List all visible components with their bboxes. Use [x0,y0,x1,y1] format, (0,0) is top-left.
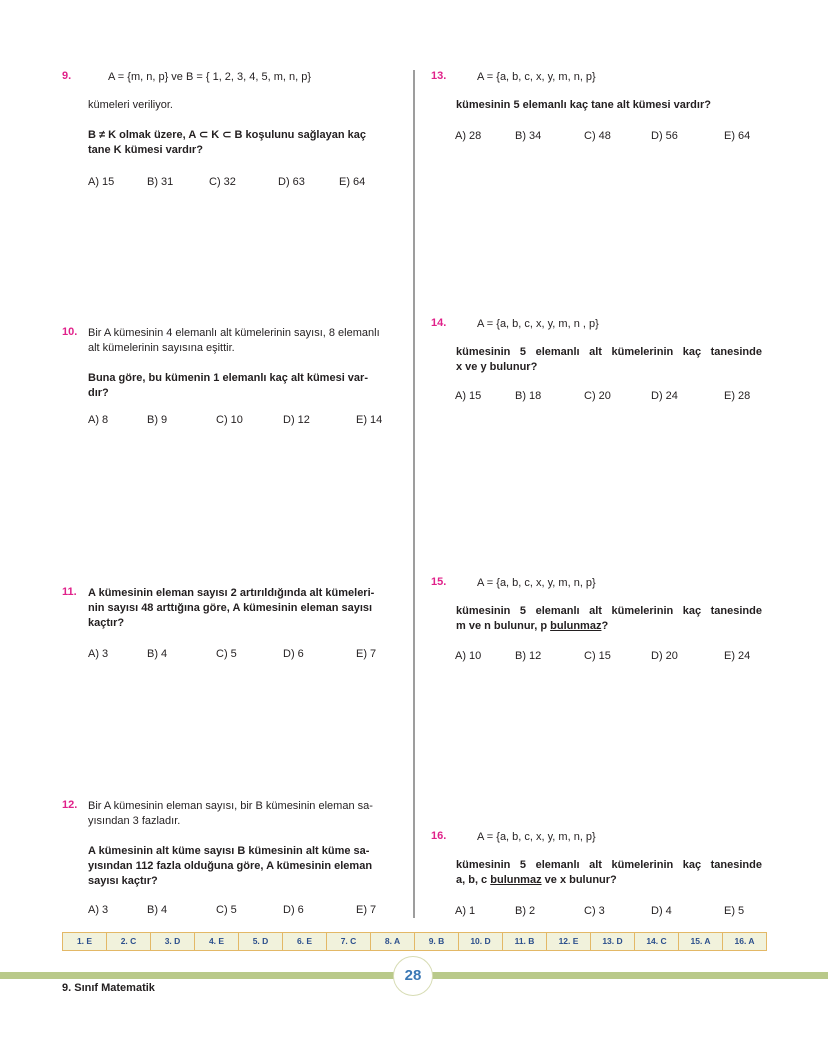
answer-cell: 15. A [679,933,723,950]
prompt-text: m ve n bulunur, p [456,620,551,632]
answer-cell: 3. D [151,933,195,950]
question-number: 12. [62,799,78,811]
page-number: 28 [393,956,433,996]
option-a[interactable]: A) 8 [88,414,109,426]
option-a[interactable]: A) 10 [455,650,482,662]
question-16 [431,830,763,920]
question-12 [62,799,394,919]
option-b[interactable]: B) 18 [515,390,542,402]
answer-cell: 5. D [239,933,283,950]
question-prompt [456,873,617,887]
option-a[interactable]: A) 1 [455,905,476,917]
question-prompt: nin sayısı 48 arttığına göre, A kümesinin eleman sayısı [88,602,373,614]
set-definition: A = {a, b, c, x, y, m, n, p} [477,71,596,83]
option-c[interactable]: C) 10 [216,414,243,426]
question-text: Bir A kümesinin eleman sayısı, bir B kümesinin eleman sa- [88,800,373,812]
answer-cell: 4. E [195,933,239,950]
option-e[interactable]: E) 7 [356,904,377,916]
question-prompt: tane K kümesi vardır? [88,144,203,156]
answer-key [62,932,767,951]
question-prompt [456,619,608,633]
question-15 [431,576,763,666]
question-9 [62,70,394,200]
set-definition: A = {a, b, c, x, y, m, n, p} [477,577,596,589]
column-divider [413,70,415,918]
option-b[interactable]: B) 4 [147,648,168,660]
option-d[interactable]: D) 56 [651,130,678,142]
question-number: 14. [431,317,447,329]
question-number: 13. [431,70,447,82]
answer-cell: 11. B [503,933,547,950]
question-number: 11. [62,586,77,598]
question-prompt: kümesinin 5 elemanlı alt kümelerinin kaç tanesinde [456,346,762,358]
question-number: 15. [431,576,447,588]
question-text: alt kümelerinin sayısına eşittir. [88,342,235,354]
option-d[interactable]: D) 24 [651,390,678,402]
option-a[interactable]: A) 15 [455,390,482,402]
question-prompt: sayısı kaçtır? [88,875,158,887]
option-c[interactable]: C) 32 [209,176,236,188]
prompt-text: ve x bulunur? [541,874,617,886]
question-number: 16. [431,830,447,842]
set-definition: A = {m, n, p} ve B = { 1, 2, 3, 4, 5, m, n, p} [108,71,312,83]
question-text: kümeleri veriliyor. [88,99,173,111]
option-e[interactable]: E) 64 [724,130,751,142]
option-e[interactable]: E) 7 [356,648,377,660]
footer-title: 9. Sınıf Matematik [62,982,155,994]
option-e[interactable]: E) 64 [339,176,366,188]
option-c[interactable]: C) 20 [584,390,611,402]
option-a[interactable]: A) 15 [88,176,115,188]
question-text: Bir A kümesinin 4 elemanlı alt kümelerinin sayısı, 8 elemanlı [88,327,380,339]
prompt-text: ? [601,620,609,632]
answer-cell: 13. D [591,933,635,950]
answer-cell: 14. C [635,933,679,950]
answer-cell: 8. A [371,933,415,950]
answer-cell: 1. E [63,933,107,950]
option-b[interactable]: B) 12 [515,650,542,662]
option-d[interactable]: D) 6 [283,904,304,916]
question-prompt: A kümesinin eleman sayısı 2 artırıldığında alt kümeleri- [88,587,375,599]
question-10 [62,326,394,436]
question-number: 9. [62,70,72,82]
question-prompt: kümesinin 5 elemanlı alt kümelerinin kaç tanesinde [456,605,762,617]
option-a[interactable]: A) 28 [455,130,482,142]
option-e[interactable]: E) 24 [724,650,751,662]
option-d[interactable]: D) 4 [651,905,672,917]
option-b[interactable]: B) 4 [147,904,168,916]
set-definition: A = {a, b, c, x, y, m, n, p} [477,831,596,843]
option-e[interactable]: E) 28 [724,390,751,402]
option-c[interactable]: C) 3 [584,905,605,917]
question-14 [431,317,763,407]
answer-cell: 16. A [734,936,755,946]
question-text: yısından 3 fazladır. [88,815,181,827]
answer-cell: 7. C [327,933,371,950]
prompt-text: a, b, c [456,874,491,886]
question-prompt: x ve y bulunur? [456,361,538,373]
question-prompt: dır? [88,387,109,399]
underlined-word: bulunmaz [550,620,602,632]
question-prompt: A kümesinin alt küme sayısı B kümesinin alt küme sa- [88,845,370,857]
option-d[interactable]: D) 20 [651,650,678,662]
question-prompt: Buna göre, bu kümenin 1 elemanlı kaç alt kümesi var- [88,372,368,384]
option-b[interactable]: B) 2 [515,905,536,917]
option-e[interactable]: E) 5 [724,905,745,917]
option-a[interactable]: A) 3 [88,904,109,916]
answer-cell: 12. E [547,933,591,950]
option-d[interactable]: D) 6 [283,648,304,660]
answer-cell: 9. B [415,933,459,950]
question-prompt: yısından 112 fazla olduğuna göre, A kümesinin eleman [88,860,373,872]
answer-cell: 10. D [459,933,503,950]
option-b[interactable]: B) 31 [147,176,174,188]
option-d[interactable]: D) 63 [278,176,305,188]
option-c[interactable]: C) 15 [584,650,611,662]
option-c[interactable]: C) 5 [216,904,237,916]
option-e[interactable]: E) 14 [356,414,383,426]
set-definition: A = {a, b, c, x, y, m, n , p} [477,318,599,330]
question-prompt: kümesinin 5 elemanlı alt kümelerinin kaç tanesinde [456,859,762,871]
answer-cell: 2. C [107,933,151,950]
option-c[interactable]: C) 48 [584,130,611,142]
option-b[interactable]: B) 9 [147,414,168,426]
question-prompt: B ≠ K olmak üzere, A ⊂ K ⊂ B koşulunu sağlayan kaç [88,129,366,141]
answer-cell: 6. E [283,933,327,950]
question-number: 10. [62,326,78,338]
option-a[interactable]: A) 3 [88,648,109,660]
option-b[interactable]: B) 34 [515,130,542,142]
underlined-word: bulunmaz [490,874,542,886]
question-prompt: kaçtır? [88,617,125,629]
question-13 [431,70,763,150]
option-c[interactable]: C) 5 [216,648,237,660]
option-d[interactable]: D) 12 [283,414,310,426]
question-prompt: kümesinin 5 elemanlı kaç tane alt kümesi vardır? [456,99,711,111]
question-11 [62,586,394,666]
